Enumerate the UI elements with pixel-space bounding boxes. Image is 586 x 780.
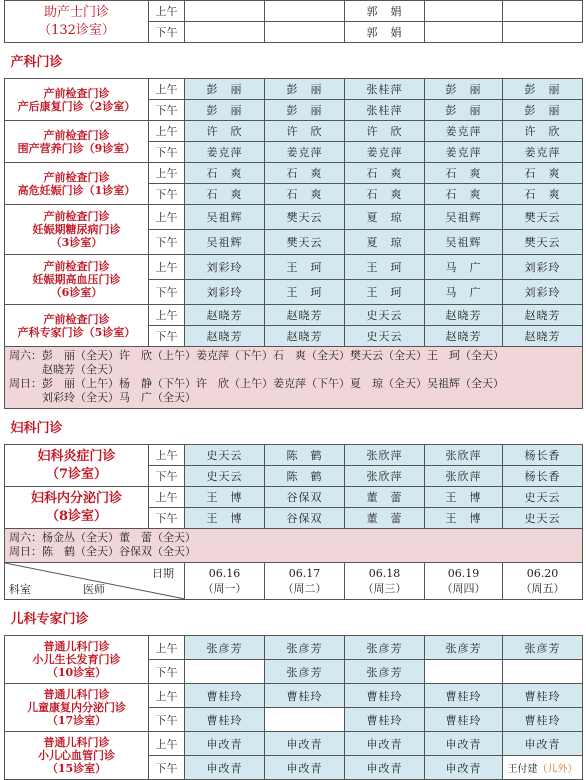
doctor-cell: 张欣萍 xyxy=(345,466,425,487)
doctor-cell: 杨长香 xyxy=(503,445,583,466)
weekday-value: （周一） xyxy=(202,582,247,595)
doctor-cell xyxy=(503,660,583,684)
clinic-name-cell xyxy=(5,732,149,780)
weekday-value: （周四） xyxy=(441,582,486,595)
clinic-name-line: 产前检查门诊 xyxy=(43,128,110,142)
doctor-cell: 杨长香 xyxy=(503,466,583,487)
table-row xyxy=(5,205,583,230)
clinic-name-cell xyxy=(5,636,149,684)
doctor-axis-label: 医师 xyxy=(83,583,105,596)
morning-label: 上午 xyxy=(149,121,185,142)
weekday-value: （周五） xyxy=(520,582,565,595)
morning-label: 上午 xyxy=(149,255,185,280)
clinic-name-line: （6诊室） xyxy=(50,286,103,299)
doctor-cell: 刘彩玲 xyxy=(185,255,265,280)
doctor-cell: 石 爽 xyxy=(265,163,345,184)
table-row xyxy=(5,1,583,22)
doctor-cell: 彭 丽 xyxy=(265,79,345,100)
doctor-cell: 张彦芳 xyxy=(425,636,503,660)
doctor-cell: 石 爽 xyxy=(503,163,583,184)
doctor-cell: 史天云 xyxy=(345,326,425,347)
clinic-name-cell xyxy=(5,1,149,43)
doctor-cell: 董 蕾 xyxy=(345,487,425,508)
afternoon-label: 下午 xyxy=(149,22,185,43)
section-title: 儿科专家门诊 xyxy=(5,600,583,636)
doctor-cell xyxy=(503,756,583,780)
doctor-cell: 郭 娟 xyxy=(345,22,425,43)
morning-label: 上午 xyxy=(149,163,185,184)
table-row xyxy=(5,529,583,563)
morning-label: 上午 xyxy=(149,79,185,100)
doctor-cell: 刘彩玲 xyxy=(503,280,583,305)
clinic-name-line: 产前检查门诊 xyxy=(43,210,110,223)
doctor-cell: 彭 丽 xyxy=(503,79,583,100)
doctor-cell: 赵晓芳 xyxy=(265,305,345,326)
clinic-name-line: （10诊室） xyxy=(46,666,107,679)
clinic-name-line: 儿童康复内分泌门诊 xyxy=(27,701,126,714)
doctor-cell: 樊天云 xyxy=(265,205,345,230)
table-row xyxy=(5,347,583,409)
doctor-cell: 刘彩玲 xyxy=(503,255,583,280)
doctor-cell: 夏 琼 xyxy=(345,205,425,230)
doctor-cell: 陈 鹤 xyxy=(265,466,345,487)
doctor-cell: 张桂萍 xyxy=(345,100,425,121)
doctor-cell: 董 蕾 xyxy=(345,508,425,529)
doctor-cell: 张彦芳 xyxy=(265,660,345,684)
morning-label: 上午 xyxy=(149,205,185,230)
doctor-cell: 彭 丽 xyxy=(425,79,503,100)
doctor-cell: 樊天云 xyxy=(265,230,345,255)
doctor-cell xyxy=(425,660,503,684)
doctor-cell xyxy=(185,660,265,684)
clinic-name-line: 产前检查门诊 xyxy=(43,86,110,100)
doctor-cell: 王 珂 xyxy=(345,280,425,305)
clinic-name-line: 妇科炎症门诊 xyxy=(37,448,116,464)
doctor-cell: 张彦芳 xyxy=(345,660,425,684)
weekend-line: 周六：彭 丽（全天）许 欣（上午）姜克萍（下午）石 爽（全天）樊天云（全天）王 珂（全天） xyxy=(9,349,504,362)
date-header-cell xyxy=(345,563,425,600)
clinic-name-cell xyxy=(5,205,149,255)
doctor-cell: 申改青 xyxy=(503,732,583,756)
morning-label: 上午 xyxy=(149,684,185,708)
clinic-name-line: （132诊室） xyxy=(38,22,115,38)
date-value: 06.16 xyxy=(208,567,241,580)
morning-label: 上午 xyxy=(149,445,185,466)
table-row xyxy=(5,305,583,326)
doctor-cell: 谷保双 xyxy=(265,508,345,529)
weekend-line: 周六：杨金丛（全天）董 蕾（全天） xyxy=(9,531,196,544)
date-header-cell xyxy=(265,563,345,600)
clinic-name-line: 围产营养门诊（9诊室） xyxy=(17,141,136,155)
table-row xyxy=(5,79,583,100)
doctor-cell: 赵晓芳 xyxy=(425,326,503,347)
doctor-cell: 赵晓芳 xyxy=(425,305,503,326)
clinic-name-cell xyxy=(5,445,149,487)
clinic-name-line: 产后康复门诊（2诊室） xyxy=(17,99,136,113)
clinic-name-line: 妊娠期糖尿病门诊 xyxy=(32,223,121,236)
doctor-cell: 张彦芳 xyxy=(185,636,265,660)
doctor-cell: 申改青 xyxy=(185,732,265,756)
doctor-cell: 刘彩玲 xyxy=(185,280,265,305)
doctor-cell: 张彦芳 xyxy=(265,636,345,660)
doctor-cell: 马 广 xyxy=(425,280,503,305)
table-row xyxy=(5,487,583,508)
clinic-name-line: 高危妊娠门诊（1诊室） xyxy=(17,183,136,197)
afternoon-label: 下午 xyxy=(149,660,185,684)
doctor-cell: 吴祖辉 xyxy=(425,230,503,255)
doctor-cell: 陈 鹤 xyxy=(265,445,345,466)
clinic-name-line: 小儿心血管门诊 xyxy=(38,749,115,762)
doctor-cell: 吴祖辉 xyxy=(185,230,265,255)
date-header-cell xyxy=(503,563,583,600)
doctor-cell: 彭 丽 xyxy=(503,100,583,121)
doctor-cell: 石 爽 xyxy=(185,184,265,205)
doctor-cell: 姜克萍 xyxy=(185,142,265,163)
doctor-cell xyxy=(265,22,345,43)
afternoon-label: 下午 xyxy=(149,280,185,305)
doctor-cell: 张欣萍 xyxy=(425,445,503,466)
doctor-cell: 曹桂玲 xyxy=(185,684,265,708)
doctor-cell: 许 欣 xyxy=(345,121,425,142)
afternoon-label: 下午 xyxy=(149,756,185,780)
doctor-cell: 申改青 xyxy=(265,756,345,780)
weekday-value: （周三） xyxy=(362,582,407,595)
clinic-name-cell xyxy=(5,684,149,732)
doctor-cell: 石 爽 xyxy=(345,163,425,184)
doctor-cell: 曹桂玲 xyxy=(425,708,503,732)
doctor-cell: 申改青 xyxy=(345,732,425,756)
doctor-cell: 许 欣 xyxy=(185,121,265,142)
doctor-cell: 樊天云 xyxy=(503,205,583,230)
doctor-cell: 申改青 xyxy=(345,756,425,780)
clinic-name-cell xyxy=(5,305,149,347)
doctor-cell xyxy=(265,1,345,22)
doctor-cell xyxy=(185,1,265,22)
weekend-line: 赵晓芳（全天） xyxy=(9,363,119,376)
date-value: 06.17 xyxy=(288,567,321,580)
doctor-cell: 彭 丽 xyxy=(185,100,265,121)
weekend-line: 刘彩玲（全天）马 广（全天） xyxy=(9,391,196,404)
morning-label: 上午 xyxy=(149,1,185,22)
doctor-cell xyxy=(265,708,345,732)
doctor-cell: 史天云 xyxy=(345,305,425,326)
doctor-cell xyxy=(425,1,503,22)
doctor-cell: 申改青 xyxy=(185,756,265,780)
doctor-cell: 谷保双 xyxy=(265,487,345,508)
clinic-schedule-table xyxy=(4,0,583,780)
afternoon-label: 下午 xyxy=(149,184,185,205)
clinic-name-cell xyxy=(5,121,149,163)
date-header-cell xyxy=(425,563,503,600)
doctor-cell: 张桂萍 xyxy=(345,79,425,100)
doctor-cell: 赵晓芳 xyxy=(185,326,265,347)
clinic-name-line: （8诊室） xyxy=(45,508,108,524)
weekend-schedule xyxy=(5,347,583,409)
doctor-cell: 彭 丽 xyxy=(265,100,345,121)
doctor-cell: 张欣萍 xyxy=(425,466,503,487)
weekday-value: （周二） xyxy=(282,582,327,595)
doctor-cell: 郭 娟 xyxy=(345,1,425,22)
clinic-name-line: 普通儿科门诊 xyxy=(43,640,110,653)
clinic-name-line: （3诊室） xyxy=(50,236,103,249)
clinic-name-line: 产前检查门诊 xyxy=(43,260,110,273)
section-title: 妇科门诊 xyxy=(5,409,583,445)
doctor-cell: 彭 丽 xyxy=(185,79,265,100)
doctor-name: 王付建 xyxy=(507,764,538,775)
doctor-cell: 赵晓芳 xyxy=(185,305,265,326)
clinic-name-line: 妊娠期高血压门诊 xyxy=(32,273,121,286)
doctor-cell: 王 博 xyxy=(425,487,503,508)
doctor-cell: 史天云 xyxy=(503,508,583,529)
doctor-cell: 吴祖辉 xyxy=(425,205,503,230)
doctor-cell: 申改青 xyxy=(425,732,503,756)
doctor-cell: 姜克萍 xyxy=(503,142,583,163)
clinic-name-line: 产科专家门诊（5诊室） xyxy=(17,325,136,339)
clinic-name-cell xyxy=(5,487,149,529)
morning-label: 上午 xyxy=(149,487,185,508)
weekend-line: 周日：陈 鹤（全天）谷保双（全天） xyxy=(9,545,196,558)
doctor-cell: 许 欣 xyxy=(503,121,583,142)
doctor-cell xyxy=(503,1,583,22)
doctor-cell: 王 珂 xyxy=(265,255,345,280)
doctor-cell: 赵晓芳 xyxy=(503,326,583,347)
doctor-cell: 申改青 xyxy=(425,756,503,780)
doctor-cell: 马 广 xyxy=(425,255,503,280)
header-corner-cell xyxy=(5,563,185,600)
table-row xyxy=(5,121,583,142)
doctor-cell: 石 爽 xyxy=(185,163,265,184)
clinic-name-line: 小儿生长发育门诊 xyxy=(32,653,121,666)
afternoon-label: 下午 xyxy=(149,508,185,529)
doctor-cell: 石 爽 xyxy=(425,163,503,184)
doctor-cell: 吴祖辉 xyxy=(185,205,265,230)
clinic-name-line: 普通儿科门诊 xyxy=(43,736,110,749)
table-row xyxy=(5,636,583,660)
doctor-cell: 曹桂玲 xyxy=(503,708,583,732)
weekend-schedule xyxy=(5,529,583,563)
date-value: 06.18 xyxy=(368,567,401,580)
table-row xyxy=(5,563,583,600)
doctor-cell: 石 爽 xyxy=(265,184,345,205)
doctor-cell: 赵晓芳 xyxy=(265,326,345,347)
clinic-name-line: 妇科内分泌门诊 xyxy=(30,490,122,506)
morning-label: 上午 xyxy=(149,732,185,756)
doctor-cell: 石 爽 xyxy=(425,184,503,205)
weekend-line: 周日：彭 丽（上午）杨 静（下午）许 欣（上午）姜克萍（下午）夏 琼（全天）吴祖辉（全天） xyxy=(9,377,504,390)
doctor-cell: 张彦芳 xyxy=(503,636,583,660)
doctor-cell: 曹桂玲 xyxy=(425,684,503,708)
table-row xyxy=(5,409,583,445)
clinic-name-cell xyxy=(5,79,149,121)
table-row xyxy=(5,600,583,636)
doctor-cell: 史天云 xyxy=(185,445,265,466)
dept-axis-label: 科室 xyxy=(9,583,31,596)
date-value: 06.19 xyxy=(447,567,480,580)
table-row xyxy=(5,43,583,79)
doctor-cell: 曹桂玲 xyxy=(345,684,425,708)
date-axis-label: 日期 xyxy=(152,567,174,580)
table-row xyxy=(5,255,583,280)
clinic-name-cell xyxy=(5,255,149,305)
schedule-sheet xyxy=(4,0,582,780)
table-row xyxy=(5,684,583,708)
table-row xyxy=(5,732,583,756)
doctor-cell: 夏 琼 xyxy=(345,230,425,255)
date-value: 06.20 xyxy=(526,567,559,580)
afternoon-label: 下午 xyxy=(149,142,185,163)
morning-label: 上午 xyxy=(149,305,185,326)
doctor-cell: 张彦芳 xyxy=(345,636,425,660)
doctor-cell: 张欣萍 xyxy=(345,445,425,466)
date-header-cell xyxy=(185,563,265,600)
clinic-name-line: 产前检查门诊 xyxy=(43,312,110,326)
doctor-cell: 史天云 xyxy=(503,487,583,508)
clinic-name-cell xyxy=(5,163,149,205)
doctor-cell: 史天云 xyxy=(185,466,265,487)
section-title: 产科门诊 xyxy=(5,43,583,79)
doctor-cell: 姜克萍 xyxy=(425,142,503,163)
doctor-cell: 王 博 xyxy=(425,508,503,529)
afternoon-label: 下午 xyxy=(149,466,185,487)
clinic-name-line: 助产士门诊 xyxy=(43,4,109,20)
doctor-cell: 樊天云 xyxy=(503,230,583,255)
doctor-cell xyxy=(185,22,265,43)
doctor-cell: 姜克萍 xyxy=(265,142,345,163)
doctor-cell: 石 爽 xyxy=(503,184,583,205)
doctor-cell xyxy=(503,22,583,43)
table-row xyxy=(5,445,583,466)
doctor-cell: 王 珂 xyxy=(345,255,425,280)
doctor-cell: 姜克萍 xyxy=(345,142,425,163)
afternoon-label: 下午 xyxy=(149,100,185,121)
clinic-name-line: 产前检查门诊 xyxy=(43,170,110,184)
doctor-cell: 曹桂玲 xyxy=(345,708,425,732)
doctor-note: （儿外） xyxy=(537,764,578,775)
clinic-name-line: 普通儿科门诊 xyxy=(43,688,110,701)
afternoon-label: 下午 xyxy=(149,230,185,255)
doctor-cell: 曹桂玲 xyxy=(185,708,265,732)
clinic-name-line: （15诊室） xyxy=(46,762,107,775)
doctor-cell: 许 欣 xyxy=(265,121,345,142)
doctor-cell xyxy=(425,22,503,43)
morning-label: 上午 xyxy=(149,636,185,660)
clinic-name-line: （7诊室） xyxy=(45,466,108,482)
afternoon-label: 下午 xyxy=(149,708,185,732)
doctor-cell: 姜克萍 xyxy=(425,121,503,142)
doctor-cell: 申改青 xyxy=(265,732,345,756)
afternoon-label: 下午 xyxy=(149,326,185,347)
doctor-cell: 曹桂玲 xyxy=(265,684,345,708)
table-row xyxy=(5,163,583,184)
doctor-cell: 赵晓芳 xyxy=(503,305,583,326)
doctor-cell: 彭 丽 xyxy=(425,100,503,121)
doctor-cell: 王 博 xyxy=(185,508,265,529)
doctor-cell: 曹桂玲 xyxy=(503,684,583,708)
doctor-cell: 王 博 xyxy=(185,487,265,508)
doctor-cell: 王 珂 xyxy=(265,280,345,305)
clinic-name-line: （17诊室） xyxy=(46,714,107,727)
doctor-cell: 石 爽 xyxy=(345,184,425,205)
